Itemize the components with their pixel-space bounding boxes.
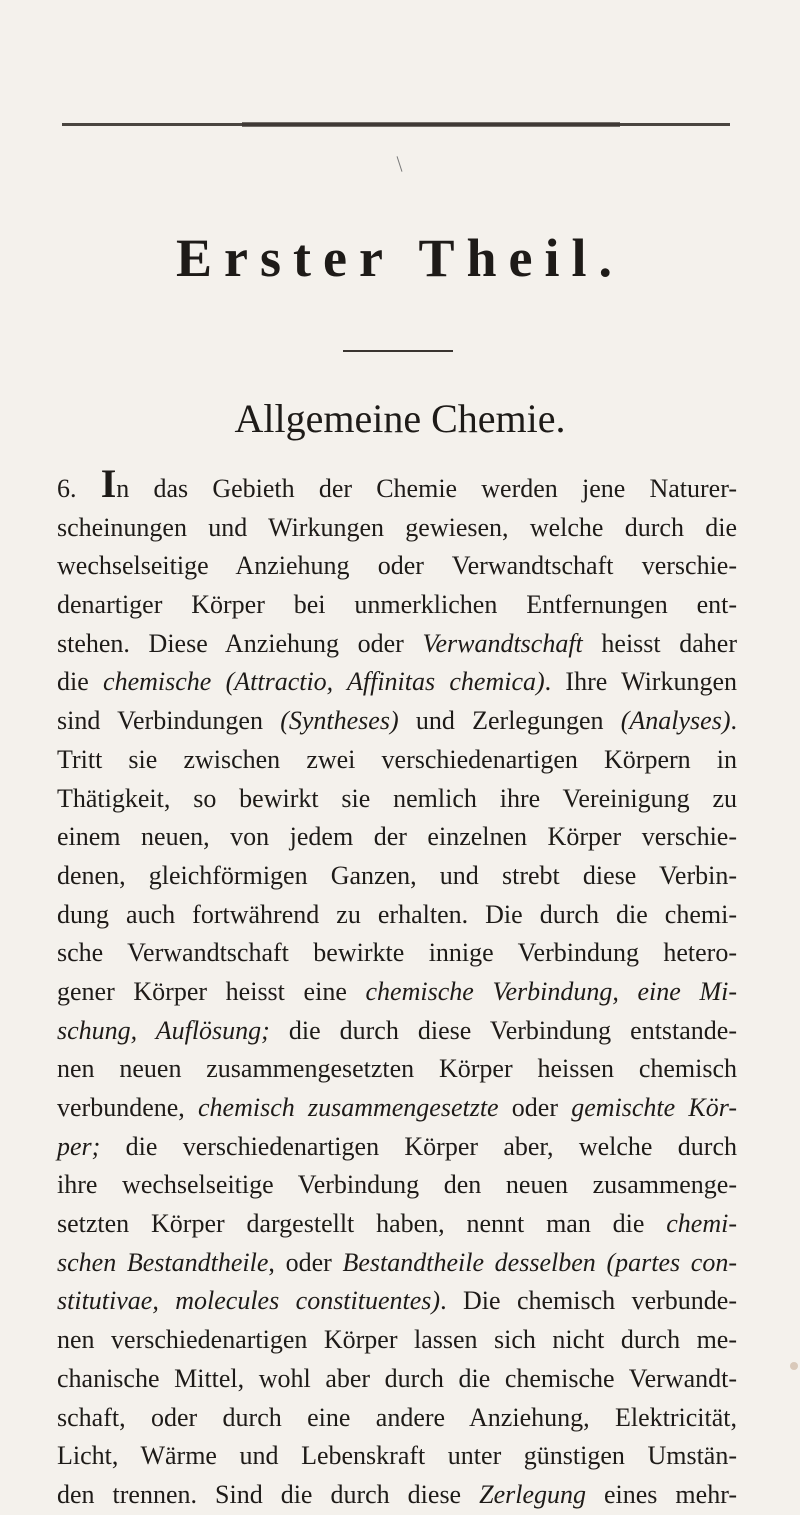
text-line: einem neuen, von jedem der einzelnen Körper verschie- <box>57 822 737 852</box>
text-line: nen verschiedenartigen Körper lassen sich nicht durch me- <box>57 1325 737 1355</box>
text-line: scheinungen und Wirkungen gewiesen, welche durch die <box>57 512 737 542</box>
paper-stain <box>790 1362 798 1370</box>
text-line: nen neuen zusammengesetzten Körper heissen chemisch <box>57 1054 737 1084</box>
section-title: Allgemeine Chemie. <box>234 396 566 441</box>
text-line: denen, gleichförmigen Ganzen, und strebt diese Verbin- <box>57 860 737 890</box>
italic-term: per; <box>57 1131 101 1161</box>
text-line: schung, Auflösung; die durch diese Verbindung entstande- <box>57 1015 738 1045</box>
paragraph-number: 6. <box>57 474 101 503</box>
top-rule <box>62 123 730 126</box>
text-line: Licht, Wärme und Lebenskraft unter günstigen Umstän- <box>57 1441 737 1471</box>
italic-term: Verwandtschaft <box>422 628 583 658</box>
italic-term: chemische (Attractio, Affinitas chemica) <box>103 667 545 697</box>
italic-term: (Analyses) <box>620 706 731 736</box>
italic-term: chemische Verbindung, eine Mi- <box>365 976 737 1006</box>
text-line: verbundene, chemisch zusammengesetzte oder gemischte Kör- <box>57 1093 738 1122</box>
text-line: setzten Körper dargestellt haben, nennt man die chemi- <box>57 1209 737 1239</box>
italic-term: gemischte Kör- <box>571 1093 738 1122</box>
text-line: wechselseitige Anziehung oder Verwandtschaft verschie- <box>57 551 737 581</box>
text-line: Thätigkeit, so bewirkt sie nemlich ihre Vereinigung zu <box>57 783 737 813</box>
text-line: Tritt sie zwischen zwei verschiedenartigen Körpern in <box>57 744 737 774</box>
initial-letter: I <box>100 461 117 506</box>
italic-term: (Syntheses) <box>280 706 399 736</box>
text-line: sche Verwandtschaft bewirkte innige Verbindung hetero- <box>57 938 737 968</box>
text-line: stitutivae, molecules constituentes). Die chemisch verbunde- <box>57 1286 737 1316</box>
text-line: chanische Mittel, wohl aber durch die chemische Verwandt- <box>57 1363 737 1393</box>
text-line: 6. In das Gebieth der Chemie werden jene Naturer- <box>57 461 738 506</box>
italic-term: schen Bestandtheile <box>57 1247 269 1277</box>
divider-rule <box>343 350 453 352</box>
italic-term: Bestandtheile desselben (partes con- <box>342 1247 737 1277</box>
text-line: ihre wechselseitige Verbindung den neuen zusammenge- <box>57 1170 737 1200</box>
italic-term: Zerlegung <box>479 1479 586 1509</box>
text-line: stehen. Diese Anziehung oder Verwandtschaft heisst daher <box>57 628 737 658</box>
text-line: sind Verbindungen (Syntheses) und Zerlegungen (Analyses). <box>57 706 737 736</box>
stray-tick-mark <box>397 156 403 172</box>
body-text <box>57 461 738 1515</box>
text-line: den trennen. Sind die durch diese Zerlegung eines mehr- <box>57 1479 737 1509</box>
text-line: die chemische (Attractio, Affinitas chemica). Ihre Wirkungen <box>57 667 738 697</box>
text-line: schaft, oder durch eine andere Anziehung, Elektricität, <box>57 1402 737 1432</box>
text-line: denartiger Körper bei unmerklichen Entfernungen ent- <box>57 590 737 620</box>
part-title: Erster Theil. <box>176 228 624 288</box>
italic-term: chemi- <box>666 1209 737 1239</box>
italic-term: stitutivae, molecules constituentes) <box>57 1286 441 1316</box>
italic-term: schung, Auflösung; <box>57 1015 270 1045</box>
text-line: per; die verschiedenartigen Körper aber, welche durch <box>57 1131 737 1161</box>
text-line: schen Bestandtheile, oder Bestandtheile desselben (partes con- <box>57 1247 737 1277</box>
italic-term: chemisch zusammengesetzte <box>198 1093 499 1122</box>
text-line: gener Körper heisst eine chemische Verbindung, eine Mi- <box>57 976 737 1006</box>
text-line: dung auch fortwährend zu erhalten. Die durch die chemi- <box>57 899 737 929</box>
